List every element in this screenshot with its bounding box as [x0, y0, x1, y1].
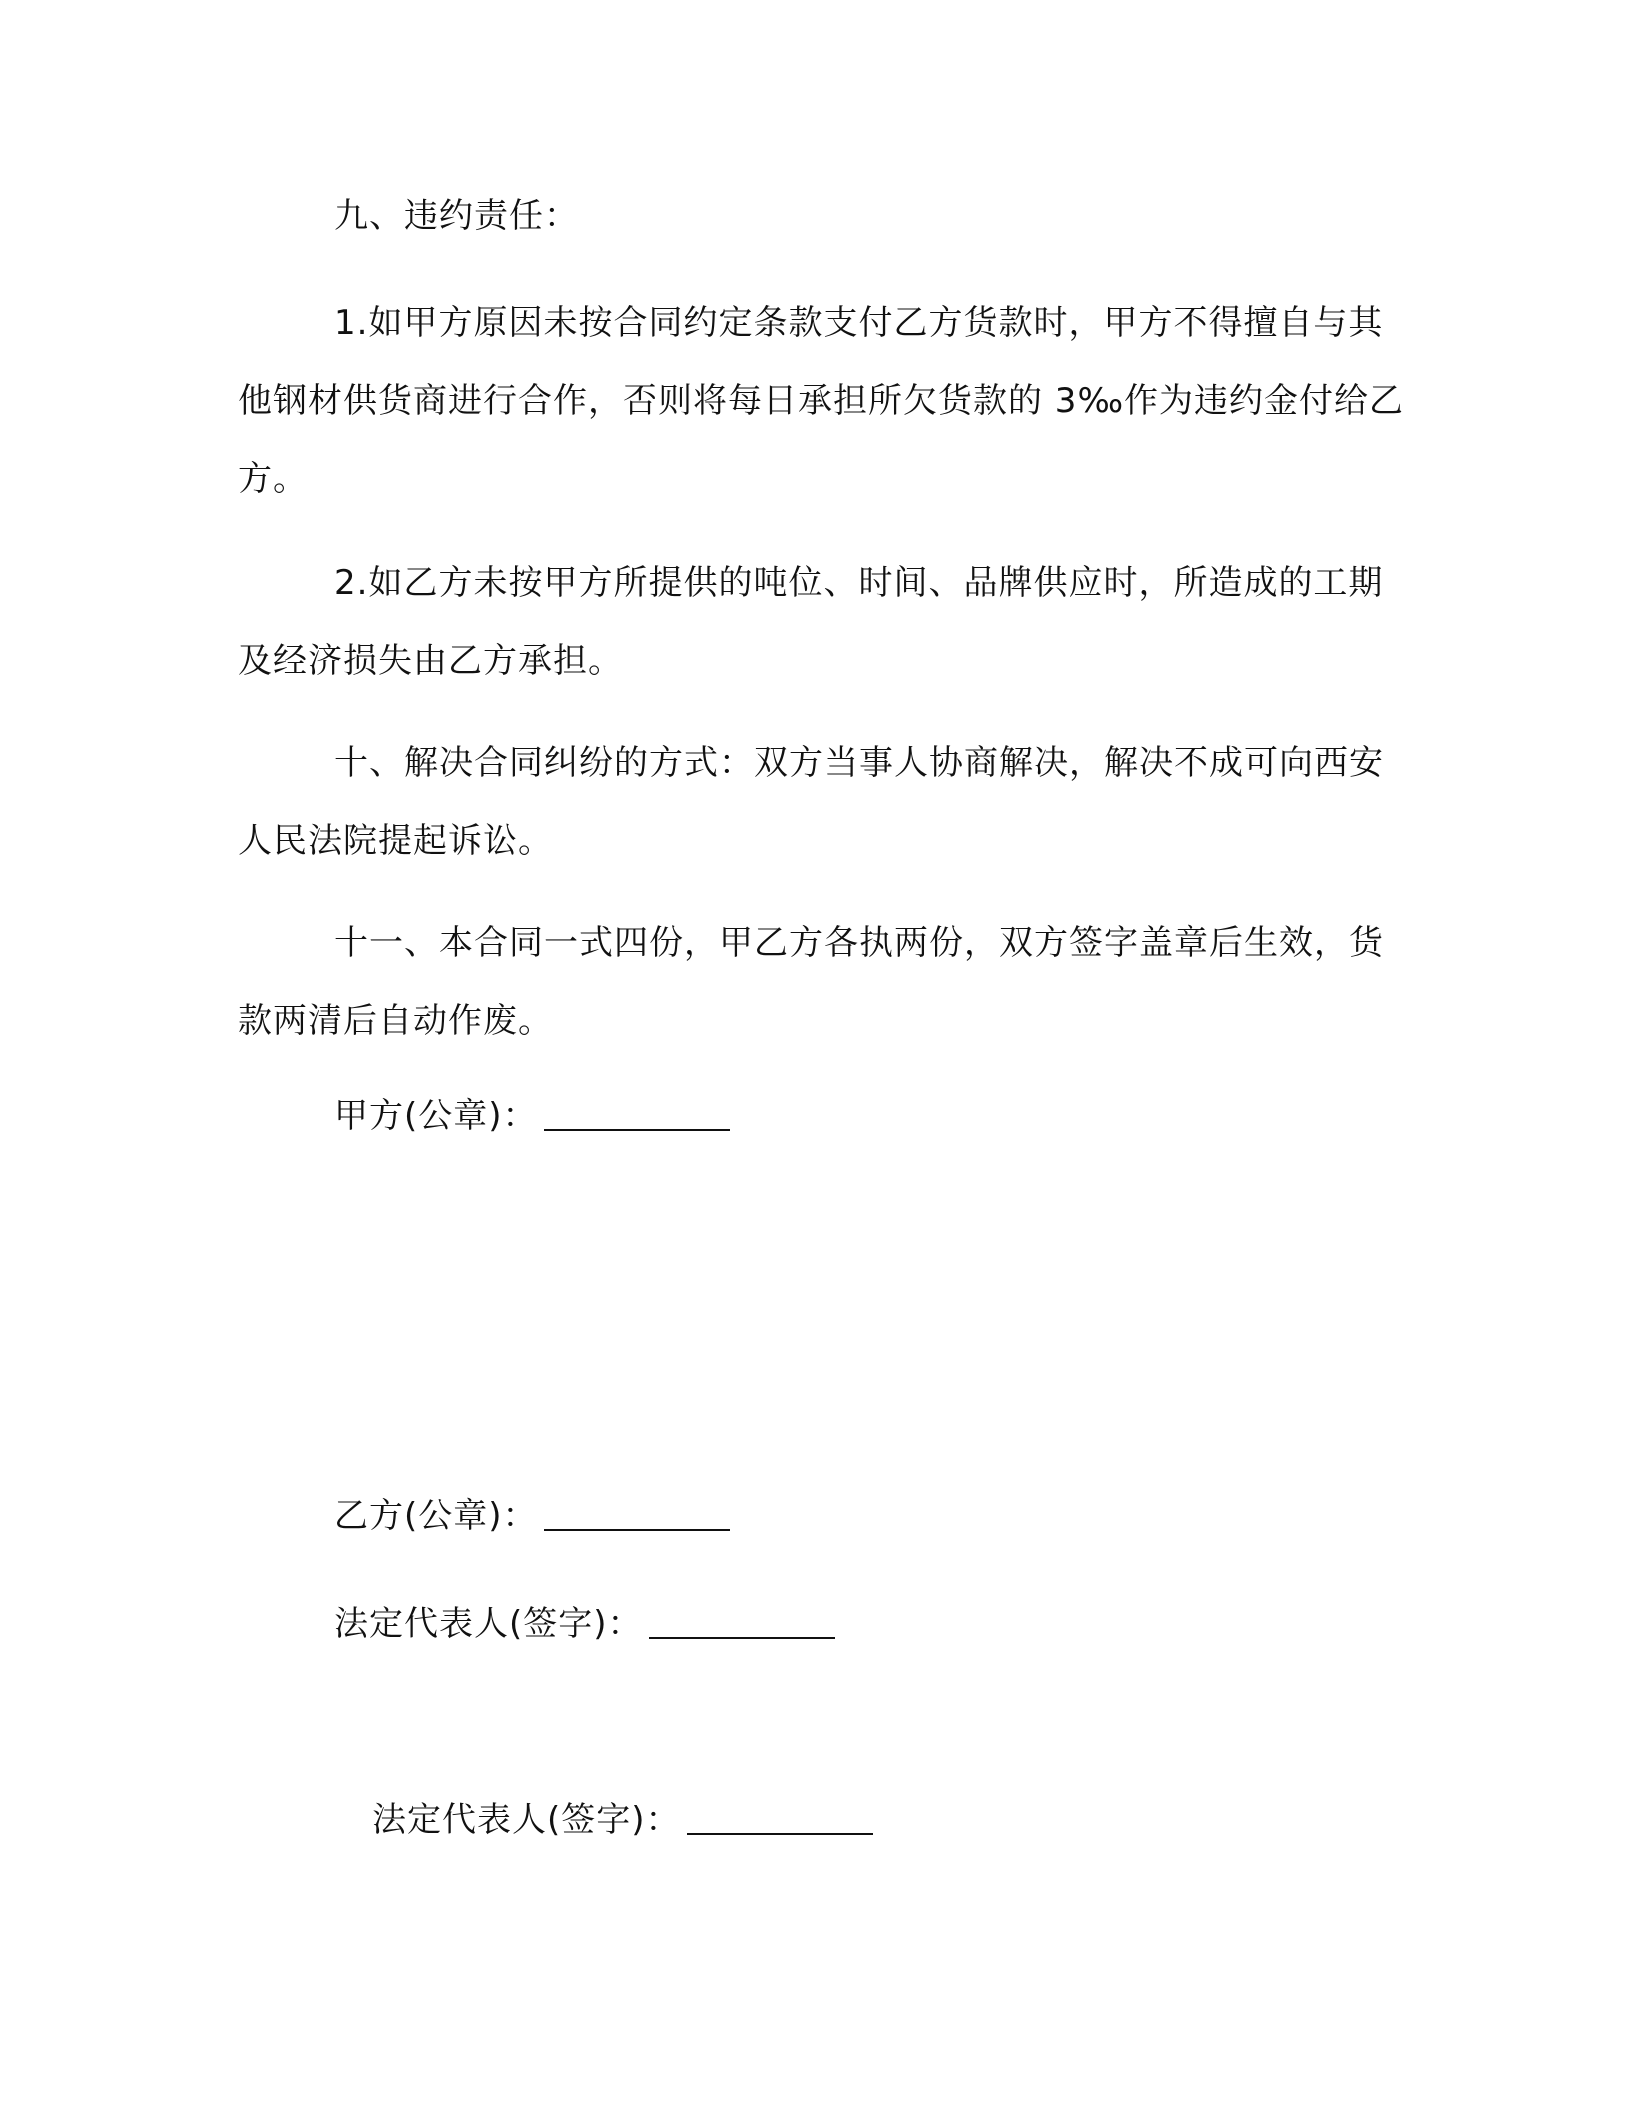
party-b-signature-line	[334, 1494, 730, 1538]
legal-rep-1-blank[interactable]	[649, 1607, 835, 1639]
party-a-seal-label: 甲方(公章)：	[334, 1096, 538, 1136]
legal-rep-2-signature-line	[372, 1798, 873, 1842]
legal-rep-2-blank[interactable]	[687, 1803, 873, 1835]
legal-rep-2-label: 法定代表人(签字)：	[372, 1800, 681, 1840]
clause-1: 1.如甲方原因未按合同约定条款支付乙方货款时，甲方不得擅自与其他钢材供货商进行合作，否则将每日承担所欠货款的 3‰作为违约金付给乙方。	[238, 303, 1405, 499]
party-b-seal-blank[interactable]	[544, 1499, 730, 1531]
party-b-seal-label: 乙方(公章)：	[334, 1496, 538, 1536]
clause-2: 2.如乙方未按甲方所提供的吨位、时间、品牌供应时，所造成的工期及经济损失由乙方承担。	[238, 563, 1384, 681]
section-9-title: 九、违约责任：	[334, 196, 579, 236]
party-a-signature-line	[334, 1094, 730, 1138]
legal-rep-1-signature-line	[334, 1602, 835, 1646]
section-10: 十、解决合同纠纷的方式：双方当事人协商解决，解决不成可向西安人民法院提起诉讼。	[238, 743, 1384, 861]
section-11: 十一、本合同一式四份，甲乙方各执两份，双方签字盖章后生效，货款两清后自动作废。	[238, 923, 1384, 1041]
legal-rep-1-label: 法定代表人(签字)：	[334, 1604, 643, 1644]
party-a-seal-blank[interactable]	[544, 1099, 730, 1131]
